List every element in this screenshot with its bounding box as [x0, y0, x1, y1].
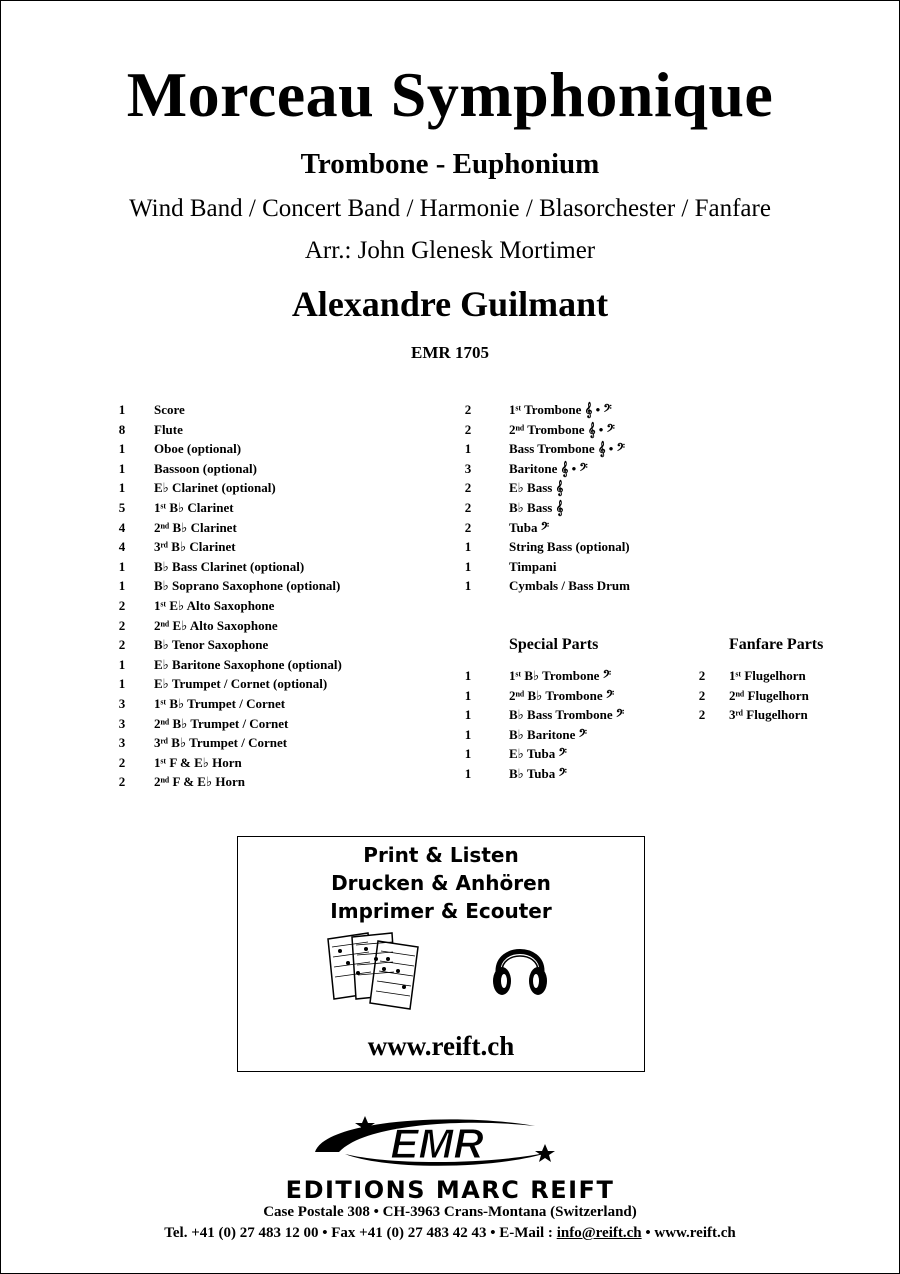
- part-quantity: 3: [118, 715, 126, 731]
- part-name: 1ˢᵗ Flugelhorn: [729, 668, 806, 683]
- part-name: E♭ Trumpet / Cornet (optional): [154, 676, 328, 692]
- sheet-music-icon: [322, 931, 432, 1011]
- part-name: E♭ Bass 𝄞: [509, 480, 564, 496]
- part-quantity: 1: [464, 441, 472, 457]
- part-name: B♭ Tenor Saxophone: [154, 637, 269, 653]
- part-name: 1ˢᵗ B♭ Clarinet: [154, 499, 234, 515]
- contact-email-link[interactable]: info@reift.ch: [556, 1225, 642, 1241]
- part-name: B♭ Tuba 𝄢: [509, 765, 567, 781]
- part-name: Score: [154, 402, 185, 417]
- part-quantity: 1: [464, 765, 472, 781]
- part-quantity: 1: [118, 441, 126, 457]
- part-name: 1ˢᵗ E♭ Alto Saxophone: [154, 597, 275, 613]
- part-quantity: 3: [118, 695, 126, 711]
- part-name: 2ⁿᵈ E♭ Alto Saxophone: [154, 617, 278, 633]
- part-quantity: 1: [118, 578, 126, 594]
- publisher-name: EDITIONS MARC REIFT: [285, 1176, 615, 1204]
- promo-line-print: Print & Listen: [363, 843, 519, 867]
- part-name: 1ˢᵗ B♭ Trombone 𝄢: [509, 668, 612, 683]
- part-quantity: 3: [118, 735, 126, 751]
- special-parts-heading: Special Parts: [509, 636, 599, 653]
- publisher-contact: [0, 1225, 900, 1242]
- composer-name: Alexandre Guilmant: [291, 284, 609, 324]
- part-name: B♭ Bass Clarinet (optional): [154, 558, 305, 574]
- part-name: 2ⁿᵈ F & E♭ Horn: [154, 774, 245, 790]
- part-name: Oboe (optional): [154, 441, 242, 457]
- part-name: 1ˢᵗ Trombone 𝄞 • 𝄢: [509, 402, 612, 417]
- part-name: 2ⁿᵈ B♭ Trombone 𝄢: [509, 687, 615, 703]
- part-name: 3ʳᵈ B♭ Trumpet / Cornet: [154, 735, 288, 751]
- part-name: Bass Trombone 𝄞 • 𝄢: [509, 441, 625, 457]
- subtitle: Trombone - Euphonium: [300, 148, 600, 180]
- part-quantity: 2: [464, 402, 472, 417]
- part-quantity: 1: [118, 460, 126, 476]
- part-name: E♭ Tuba 𝄢: [509, 746, 567, 762]
- part-quantity: 1: [464, 726, 472, 742]
- part-quantity: 2: [464, 519, 472, 535]
- part-quantity: 1: [118, 480, 126, 496]
- print-listen-box: [237, 836, 645, 1072]
- part-quantity: 1: [464, 558, 472, 574]
- part-name: B♭ Bass Trombone 𝄢: [509, 707, 625, 723]
- part-quantity: 1: [464, 746, 472, 762]
- part-name: 1ˢᵗ F & E♭ Horn: [154, 754, 242, 770]
- ensemble-line: Wind Band / Concert Band / Harmonie / Blasorchester / Fanfare: [129, 195, 771, 222]
- part-name: 2ⁿᵈ Trombone 𝄞 • 𝄢: [509, 421, 615, 437]
- part-quantity: 1: [118, 558, 126, 574]
- contact-phone-fax: Tel. +41 (0) 27 483 12 00 • Fax +41 (0) 27 483 42 43 • E-Mail :: [164, 1225, 557, 1241]
- part-quantity: 5: [118, 499, 126, 515]
- part-name: Cymbals / Bass Drum: [509, 578, 630, 594]
- part-name: Bassoon (optional): [154, 460, 257, 476]
- part-quantity: 1: [118, 402, 126, 417]
- part-name: B♭ Baritone 𝄢: [509, 726, 588, 742]
- part-quantity: 2: [698, 687, 706, 703]
- part-quantity: 2: [118, 637, 126, 653]
- catalog-number: EMR 1705: [411, 343, 489, 362]
- arranger-line: Arr.: John Glenesk Mortimer: [304, 237, 596, 264]
- part-name: 2ⁿᵈ B♭ Clarinet: [154, 519, 237, 535]
- promo-url[interactable]: www.reift.ch: [367, 1031, 515, 1061]
- part-quantity: 2: [698, 668, 706, 683]
- part-name: E♭ Clarinet (optional): [154, 480, 276, 496]
- part-quantity: 8: [118, 421, 126, 437]
- contact-website[interactable]: • www.reift.ch: [641, 1225, 736, 1241]
- part-quantity: 2: [118, 754, 126, 770]
- title: Morceau Symphonique: [126, 59, 774, 130]
- fanfare-parts-heading: Fanfare Parts: [729, 636, 824, 653]
- part-quantity: 2: [118, 597, 126, 613]
- part-quantity: 3: [464, 460, 472, 476]
- part-quantity: 1: [118, 656, 126, 672]
- promo-line-drucken: Drucken & Anhören: [331, 871, 551, 895]
- part-name: String Bass (optional): [509, 539, 630, 555]
- part-quantity: 1: [464, 578, 472, 594]
- part-quantity: 2: [464, 421, 472, 437]
- emr-logo-text: EMR: [390, 1120, 484, 1167]
- part-name: Baritone 𝄞 • 𝄢: [509, 460, 588, 476]
- part-name: B♭ Bass 𝄞: [509, 499, 564, 515]
- part-quantity: 2: [118, 774, 126, 790]
- part-quantity: 2: [464, 499, 472, 515]
- part-quantity: 2: [698, 707, 706, 723]
- part-quantity: 2: [118, 617, 126, 633]
- part-name: Timpani: [509, 558, 557, 574]
- part-quantity: 1: [118, 676, 126, 692]
- part-quantity: 4: [118, 519, 126, 535]
- part-name: 1ˢᵗ B♭ Trumpet / Cornet: [154, 695, 286, 711]
- part-name: 3ʳᵈ B♭ Clarinet: [154, 539, 236, 555]
- part-name: 2ⁿᵈ Flugelhorn: [729, 687, 809, 703]
- emr-logo: [305, 1112, 565, 1174]
- part-name: Tuba 𝄢: [509, 519, 550, 535]
- part-quantity: 1: [464, 687, 472, 703]
- part-name: 2ⁿᵈ B♭ Trumpet / Cornet: [154, 715, 289, 731]
- part-quantity: 1: [464, 707, 472, 723]
- part-name: E♭ Baritone Saxophone (optional): [154, 656, 342, 672]
- part-name: Flute: [154, 421, 183, 437]
- part-quantity: 1: [464, 539, 472, 555]
- part-quantity: 4: [118, 539, 126, 555]
- part-name: B♭ Soprano Saxophone (optional): [154, 578, 341, 594]
- part-quantity: 2: [464, 480, 472, 496]
- part-quantity: 1: [464, 668, 472, 683]
- part-name: 3ʳᵈ Flugelhorn: [729, 707, 808, 723]
- headphones-icon: [490, 933, 550, 999]
- promo-line-imprimer: Imprimer & Ecouter: [330, 899, 552, 923]
- publisher-address: Case Postale 308 • CH-3963 Crans-Montana (Switzerland): [263, 1204, 637, 1220]
